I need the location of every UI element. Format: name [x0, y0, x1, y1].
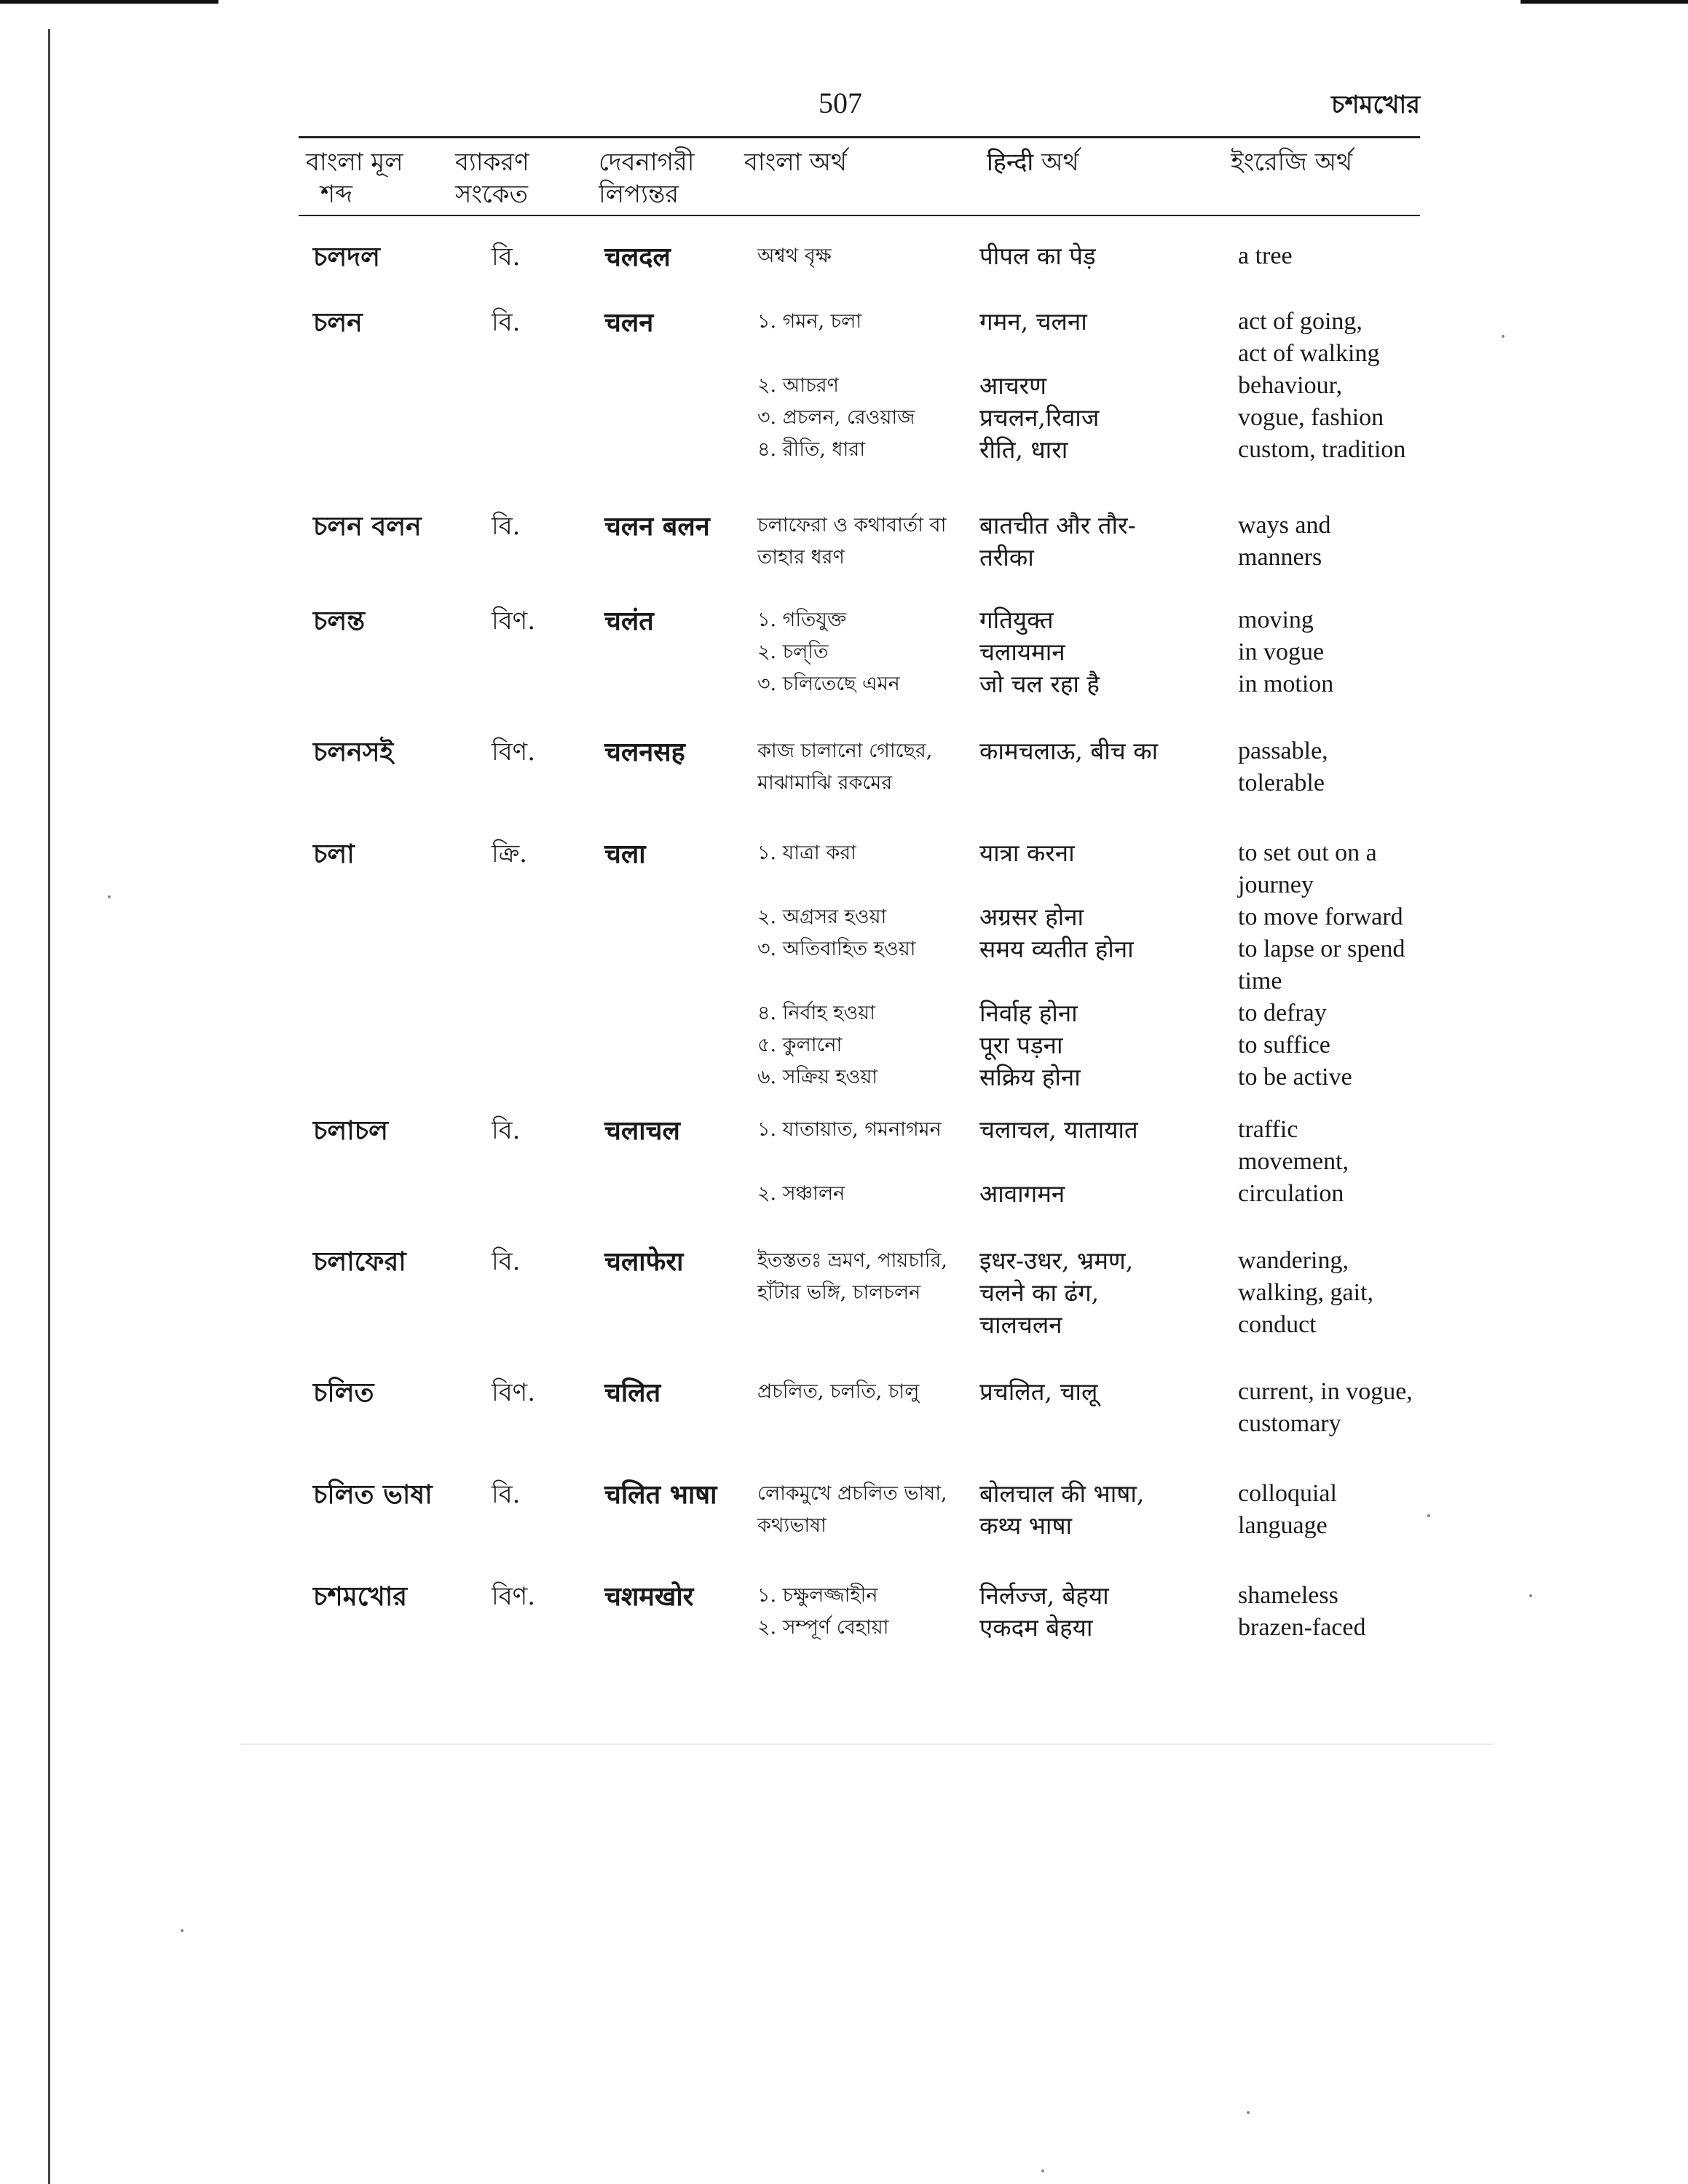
bengali-meaning-line: ৩. অতিবাহিত হওয়া [757, 938, 916, 960]
bengali-meaning-line: ৪. নির্বাহ হওয়া [757, 1002, 875, 1024]
scan-edge [1521, 0, 1688, 4]
hindi-meaning [979, 510, 1227, 574]
hindi-meaning-line: रीति, धारा [979, 435, 1068, 464]
bengali-meaning [757, 604, 976, 700]
headword: চলন [313, 307, 363, 338]
english-meaning-line: passable, [1238, 737, 1328, 764]
devanagari-transliteration: चलन बलन [604, 511, 710, 542]
hindi-meaning-line: निर्लज्ज, बेहया [979, 1581, 1109, 1610]
bengali-meaning-line: হাঁটার ভঙ্গি, চালচলন [757, 1281, 921, 1304]
hindi-meaning [979, 306, 1227, 466]
headword: চলাফেরা [313, 1246, 406, 1277]
hindi-meaning [979, 1478, 1227, 1542]
bengali-meaning [757, 306, 976, 466]
english-meaning-line: colloquial [1238, 1480, 1337, 1507]
english-meaning [1238, 1245, 1442, 1341]
english-meaning [1238, 1114, 1442, 1210]
devanagari-transliteration: चलित भाषा [604, 1479, 717, 1510]
devanagari-transliteration: चलित [604, 1377, 661, 1408]
bengali-meaning-line: ৩. চলিতেছে এমন [757, 673, 900, 695]
hindi-meaning-line: कामचलाऊ, बीच का [979, 737, 1159, 765]
hindi-meaning-line [979, 1146, 1227, 1178]
bengali-meaning-line: তাহার ধরণ [757, 546, 845, 569]
hindi-meaning [979, 1245, 1227, 1341]
hindi-meaning [979, 1114, 1227, 1210]
english-meaning [1238, 604, 1442, 700]
bengali-meaning-line: কাজ চালানো গোছের, [757, 740, 933, 762]
english-meaning-line: tolerable [1238, 769, 1325, 796]
hindi-meaning-line [979, 965, 1227, 997]
english-meaning-line: in motion [1238, 670, 1334, 697]
hindi-meaning-line: चलायमान [979, 638, 1065, 666]
hindi-meaning-line: गमन, चलना [979, 307, 1087, 336]
bengali-meaning-line: ২. আচরণ [757, 374, 839, 397]
english-meaning-line: act of going, [1238, 308, 1362, 335]
bengali-meaning-line: ২. চল্‌তি [757, 641, 829, 663]
hindi-meaning-line: बातचीत और तौर- [979, 511, 1136, 539]
devanagari-transliteration: चलदल [604, 242, 671, 272]
headword: চলিত ভাষা [313, 1479, 433, 1510]
header-bengali-meaning: বাংলা অর্থ [744, 148, 847, 177]
hindi-meaning [979, 240, 1227, 272]
english-meaning-line: customary [1238, 1410, 1341, 1437]
hindi-meaning-line: चलाचल, यातायात [979, 1115, 1138, 1144]
grammar-tag: বিণ. [492, 606, 536, 636]
bengali-meaning-line [757, 1146, 976, 1178]
hindi-meaning-line: पूरा पड़ना [979, 1031, 1063, 1059]
bengali-meaning-line [757, 338, 976, 370]
hindi-meaning [979, 1376, 1227, 1408]
hindi-meaning-line: चलने का ढंग, [979, 1278, 1100, 1307]
english-meaning-line: manners [1238, 544, 1322, 571]
headword: চলাচল [313, 1115, 388, 1146]
grammar-tag: বিণ. [492, 737, 536, 767]
english-meaning-line: walking, gait, [1238, 1279, 1374, 1306]
bengali-meaning-line: ইতস্ততঃ ভ্রমণ, পায়চারি, [757, 1249, 947, 1272]
header-rule-top [299, 136, 1420, 138]
bengali-meaning [757, 1478, 976, 1542]
headword: চলিত [313, 1377, 374, 1408]
english-meaning [1238, 510, 1442, 574]
devanagari-transliteration: चलंत [604, 606, 654, 636]
grammar-tag: বি. [492, 1116, 521, 1145]
bengali-meaning [757, 510, 976, 574]
hindi-meaning-line [979, 338, 1227, 370]
bengali-meaning-line: ১. চক্ষুলজ্জাহীন [757, 1584, 878, 1607]
hindi-meaning-line: चालचलन [979, 1310, 1062, 1339]
english-meaning-line: ways and [1238, 512, 1331, 539]
hindi-meaning-line: पीपल का पेड़ [979, 242, 1096, 270]
hindi-meaning-line: तरीका [979, 543, 1034, 571]
headword: চলদল [313, 242, 380, 272]
devanagari-transliteration: चलन [604, 307, 654, 338]
hindi-meaning-line: आचरण [979, 371, 1047, 400]
hindi-meaning-line: एकदम बेहया [979, 1613, 1093, 1642]
bengali-meaning-line: ৪. রীতি, ধারা [757, 438, 866, 461]
english-meaning-line: conduct [1238, 1311, 1317, 1338]
column-headers [299, 144, 1420, 214]
english-meaning-line: wandering, [1238, 1247, 1349, 1274]
bengali-meaning-line: প্রচলিত, চলতি, চালু [757, 1380, 920, 1403]
english-meaning-line: moving [1238, 606, 1314, 633]
english-meaning [1238, 735, 1442, 799]
headword: চলন্ত [313, 606, 366, 636]
bengali-meaning-line: ১. গতিযুক্ত [757, 609, 847, 631]
english-meaning-line: to suffice [1238, 1032, 1330, 1059]
devanagari-transliteration: चला [604, 839, 646, 869]
hindi-meaning [979, 1580, 1227, 1644]
hindi-meaning-line: समय व्यतीत होना [979, 935, 1134, 963]
hindi-meaning-line: निर्वाह होना [979, 999, 1078, 1027]
grammar-tag: বি. [492, 242, 521, 272]
bengali-meaning-line: ৩. প্রচলন, রেওয়াজ [757, 406, 915, 429]
hindi-meaning-line: आवागमन [979, 1179, 1065, 1208]
hindi-meaning-line: गतियुक्त [979, 606, 1054, 634]
bengali-meaning [757, 240, 976, 272]
bengali-meaning-line: লোকমুখে প্রচলিত ভাষা, [757, 1482, 947, 1505]
bengali-meaning [757, 1580, 976, 1644]
devanagari-transliteration: चलनसह [604, 737, 685, 767]
bengali-meaning-line: ২. অগ্রসর হওয়া [757, 906, 887, 928]
bengali-meaning-line: ১. যাত্রা করা [757, 842, 856, 864]
hindi-meaning-line [979, 869, 1227, 901]
bengali-meaning-line: ২. সম্পূর্ণ বেহায়া [757, 1616, 889, 1639]
header-english-meaning: ইংরেজি অর্থ [1231, 148, 1353, 177]
page-number: 507 [819, 87, 862, 119]
bengali-meaning-line: কথ্যভাষা [757, 1514, 827, 1537]
english-meaning [1238, 837, 1442, 1093]
bengali-meaning-line: ২. সঞ্চালন [757, 1182, 845, 1205]
scan-edge [48, 29, 50, 2184]
grammar-tag: বি. [492, 512, 521, 541]
bengali-meaning [757, 735, 976, 799]
english-meaning-line: brazen-faced [1238, 1614, 1366, 1641]
english-meaning-line: to defray [1238, 1000, 1327, 1026]
hindi-meaning-line: सक्रिय होना [979, 1063, 1081, 1091]
english-meaning-line: movement, [1238, 1148, 1349, 1175]
english-meaning-line: to move forward [1238, 903, 1403, 930]
devanagari-transliteration: चलाचल [604, 1115, 680, 1146]
hindi-meaning-line: कथ्य भाषा [979, 1511, 1073, 1540]
devanagari-transliteration: चशमखोर [604, 1581, 694, 1612]
english-meaning-line: act of walking [1238, 340, 1380, 367]
bengali-meaning [757, 837, 976, 1093]
grammar-tag: বি. [492, 1480, 521, 1509]
english-meaning-line: vogue, fashion [1238, 404, 1384, 431]
header-rule-bottom [299, 215, 1420, 216]
scan-edge [0, 0, 218, 4]
english-meaning-line: circulation [1238, 1180, 1344, 1207]
bengali-meaning [757, 1114, 976, 1210]
headword: চলনসই [313, 737, 394, 767]
bengali-meaning-line: মাঝামাঝি রকমের [757, 772, 893, 794]
running-head: চশমখোর [1331, 90, 1420, 119]
hindi-meaning [979, 604, 1227, 700]
english-meaning-line: journey [1238, 871, 1314, 898]
bengali-meaning-line: অশ্বথ বৃক্ষ [757, 245, 832, 267]
grammar-tag: ক্রি. [492, 839, 527, 869]
hindi-meaning-line: इधर-उधर, भ्रमण, [979, 1246, 1134, 1275]
bengali-meaning [757, 1376, 976, 1408]
hindi-meaning-line: प्रचलित, चालू [979, 1377, 1098, 1406]
english-meaning-line: shameless [1238, 1582, 1338, 1609]
page-bottom-line [240, 1744, 1493, 1745]
bengali-meaning-line [757, 965, 976, 997]
bengali-meaning-line [757, 869, 976, 901]
bengali-meaning-line: চলাফেরা ও কথাবার্তা বা [757, 514, 947, 537]
grammar-tag: বি. [492, 308, 521, 337]
english-meaning-line: language [1238, 1512, 1328, 1539]
header-grammar: ব্যাকরণ সংকেত [455, 148, 529, 209]
hindi-meaning-line: बोलचाल की भाषा, [979, 1479, 1145, 1508]
headword: চলা [313, 839, 355, 869]
english-meaning [1238, 1478, 1442, 1542]
english-meaning-line: current, in vogue, [1238, 1378, 1413, 1405]
devanagari-transliteration: चलाफेरा [604, 1246, 684, 1277]
hindi-meaning [979, 837, 1227, 1093]
header-hindi-meaning: हिन्दी অর্থ [987, 148, 1079, 177]
grammar-tag: বিণ. [492, 1582, 536, 1611]
english-meaning-line: time [1238, 968, 1282, 994]
hindi-meaning-line: जो चल रहा है [979, 670, 1100, 698]
english-meaning-line: traffic [1238, 1116, 1298, 1143]
grammar-tag: বিণ. [492, 1378, 536, 1407]
grammar-tag: বি. [492, 1247, 521, 1276]
header-devanagari: দেবনাগরী লিপ্যন্তর [599, 148, 695, 209]
headword: চলন বলন [313, 511, 422, 542]
bengali-meaning-line: ১. গমন, চলা [757, 310, 862, 333]
english-meaning-line: in vogue [1238, 638, 1325, 665]
hindi-meaning-line: यात्रा करना [979, 839, 1075, 867]
header-bengali-word: বাংলা মূল শব্দ [306, 148, 403, 209]
hindi-meaning-line: प्रचलन,रिवाज [979, 403, 1100, 432]
english-meaning-line: behaviour, [1238, 372, 1343, 399]
hindi-meaning-line: अग्रसर होना [979, 903, 1084, 931]
english-meaning [1238, 1376, 1442, 1440]
bengali-meaning-line: ৫. কুলানো [757, 1034, 843, 1056]
english-meaning-line: custom, tradition [1238, 436, 1406, 463]
bengali-meaning [757, 1245, 976, 1309]
headword: চশমখোর [313, 1581, 408, 1612]
english-meaning-line: to set out on a [1238, 839, 1377, 866]
english-meaning-line: to be active [1238, 1064, 1352, 1091]
english-meaning-line: to lapse or spend [1238, 935, 1405, 962]
bengali-meaning-line: ১. যাতায়াত, গমনাগমন [757, 1118, 942, 1141]
bengali-meaning-line: ৬. সক্রিয় হওয়া [757, 1066, 878, 1088]
english-meaning-line: a tree [1238, 242, 1293, 269]
english-meaning [1238, 1580, 1442, 1644]
hindi-meaning [979, 735, 1227, 767]
english-meaning [1238, 306, 1442, 466]
english-meaning [1238, 240, 1442, 272]
